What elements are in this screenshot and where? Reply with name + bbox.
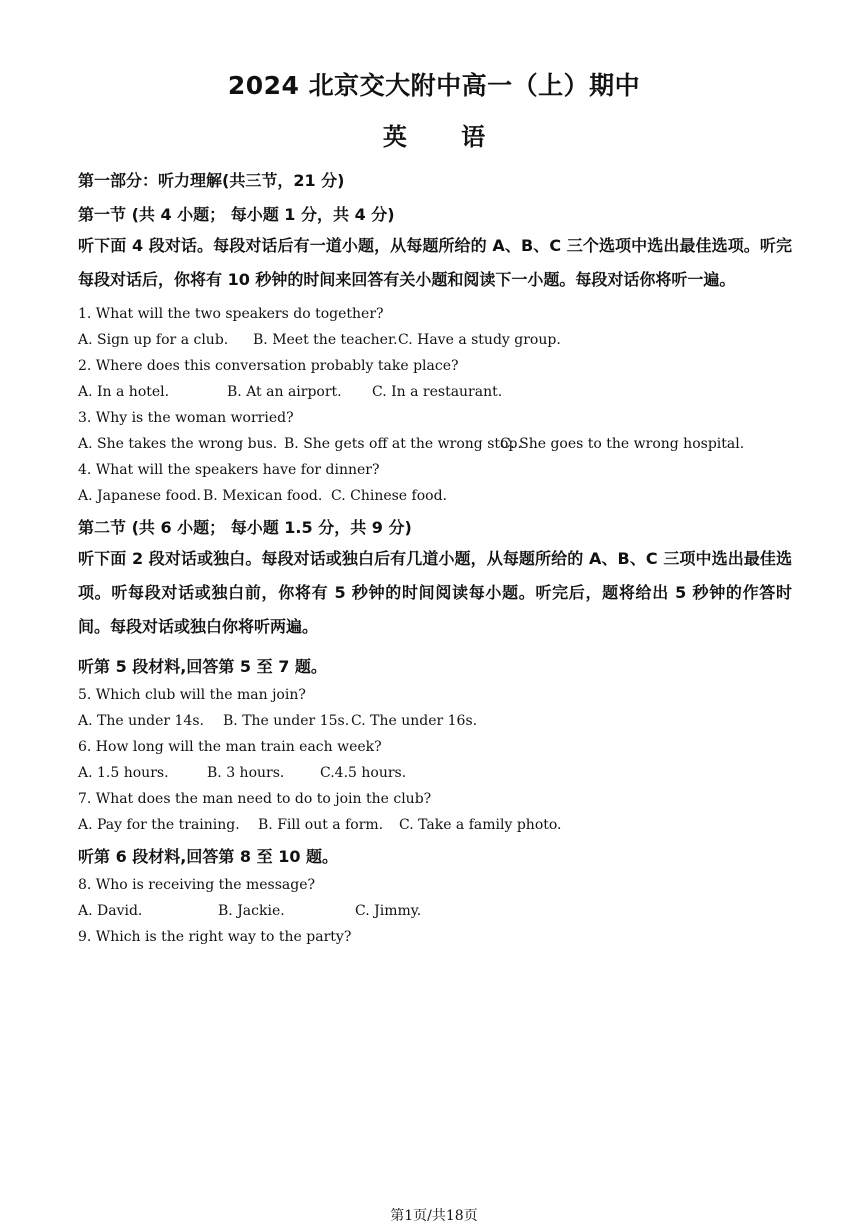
exam-title: 2024 北京交大附中高一（上）期中 <box>227 71 641 100</box>
question-stem: 3. Why is the woman worried? <box>78 410 294 426</box>
group1-heading: 听第 5 段材料,回答第 5 至 7 题。 <box>78 657 327 676</box>
option-c: C. Chinese food. <box>331 488 447 504</box>
option-b: B. Mexican food. <box>203 488 323 504</box>
option-row <box>78 487 792 505</box>
question-stem: 1. What will the two speakers do together? <box>78 306 384 322</box>
section2-heading: 第二节 (共 6 小题； 每小题 1.5 分，共 9 分) <box>78 518 412 537</box>
option-row <box>78 816 792 834</box>
option-a: A. David. <box>78 903 143 919</box>
option-b: B. Meet the teacher. <box>253 332 398 348</box>
question-stem: 6. How long will the man train each week? <box>78 739 382 755</box>
page-number: 第1页/共18页 <box>390 1208 478 1224</box>
option-b: B. The under 15s. <box>223 713 350 729</box>
group2-heading: 听第 6 段材料,回答第 8 至 10 题。 <box>78 847 339 866</box>
option-a: A. Pay for the training. <box>78 817 240 833</box>
section1-instructions: 听下面 4 段对话。每段对话后有一道小题，从每题所给的 A、B、C 三个选项中选出最佳选项。听完每段对话后，你将有 10 秒钟的时间来回答有关小题和阅读下一小题。每段对话你将听一遍。 <box>78 236 792 289</box>
question-stem: 5. Which club will the man join? <box>78 687 306 703</box>
exam-content <box>78 170 792 946</box>
option-row <box>78 712 792 730</box>
part-heading: 第一部分：听力理解(共三节，21 分) <box>78 171 345 190</box>
question-stem: 8. Who is receiving the message? <box>78 877 316 893</box>
option-row <box>78 383 792 401</box>
option-b: B. 3 hours. <box>207 765 285 781</box>
option-c: C. In a restaurant. <box>372 384 503 400</box>
section2-instructions: 听下面 2 段对话或独白。每段对话或独白后有几道小题，从每题所给的 A、B、C 三项中选出最佳选项。听每段对话或独白前，你将有 5 秒钟的时间阅读每小题。听完后，题将给出 5 秒钟的作答时间。每段对话或独白你将听两遍。 <box>78 549 792 636</box>
option-a: A. 1.5 hours. <box>78 765 169 781</box>
option-a: A. In a hotel. <box>78 384 170 400</box>
option-b: B. Jackie. <box>218 903 285 919</box>
question-stem: 9. Which is the right way to the party? <box>78 929 352 945</box>
option-c: C. Jimmy. <box>355 903 422 919</box>
option-a: A. Japanese food. <box>78 488 201 504</box>
option-row <box>78 902 792 920</box>
option-row <box>78 764 792 782</box>
option-a: A. Sign up for a club. <box>78 332 229 348</box>
option-c: C. She goes to the wrong hospital. <box>500 436 745 452</box>
option-c: C. Take a family photo. <box>399 817 562 833</box>
section1-heading: 第一节 (共 4 小题； 每小题 1 分，共 4 分) <box>78 205 395 224</box>
option-a: A. The under 14s. <box>78 713 204 729</box>
option-b: B. She gets off at the wrong stop. <box>284 436 522 452</box>
option-row <box>78 435 792 453</box>
option-row <box>78 331 792 349</box>
option-c: C. The under 16s. <box>351 713 478 729</box>
question-stem: 7. What does the man need to do to join the club? <box>78 791 432 807</box>
option-c: C. Have a study group. <box>398 332 561 348</box>
option-b: B. Fill out a form. <box>258 817 384 833</box>
option-a: A. She takes the wrong bus. <box>78 436 278 452</box>
exam-subject: 英 语 <box>382 123 486 151</box>
question-stem: 4. What will the speakers have for dinner? <box>78 462 380 478</box>
question-stem: 2. Where does this conversation probably take place? <box>78 358 459 374</box>
option-b: B. At an airport. <box>227 384 342 400</box>
option-c: C.4.5 hours. <box>320 765 407 781</box>
